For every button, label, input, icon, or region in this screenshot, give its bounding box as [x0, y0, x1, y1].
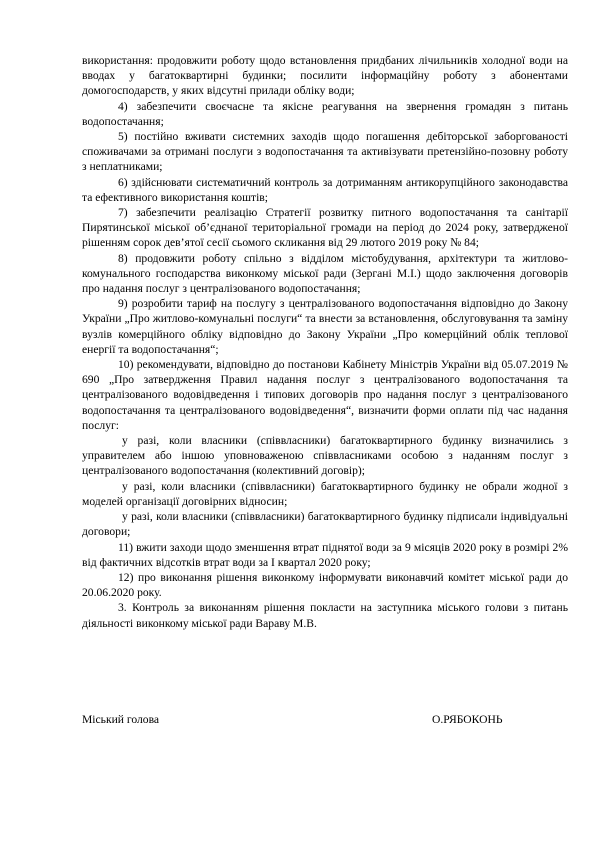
paragraph-item-5: 5) постійно вживати системних заходів щодо погашення дебіторської заборгованості споживачами за отримані послуги з водопостачання та активізувати претензійно-позовну роботу з неплатниками;	[82, 130, 568, 174]
paragraph-item-10: 10) рекомендувати, відповідно до постанови Кабінету Міністрів України від 05.07.2019 № 690 „Про затвердження Правил надання послуг з централізованого водопостачання та централізованого водовідведення і типових договорів про надання послуг з централізованого водопостачання та централізованого водовідведення“, визначити форми оплати під час надання послуг:	[82, 358, 568, 432]
paragraph-subitem-no-model: у разі, коли власники (співвласники) багатоквартирного будинку не обрали жодної з моделей організації договірних відносин;	[82, 479, 568, 508]
paragraph-item-12: 12) про виконання рішення виконкому інформувати виконавчий комітет міської ради до 20.06.2020 року.	[82, 570, 568, 600]
document-body	[82, 53, 568, 631]
paragraph-item-7: 7) забезпечити реалізацію Стратегії розвитку питного водопостачання та санітарії Пирятинської міської об’єднаної територіальної громади на період до 2024 року, затвердженої рішенням сорок дев’ятої сесії сьомого скликання від 29 лютого 2019 року № 84;	[82, 206, 568, 250]
paragraph-item-11: 11) вжити заходи щодо зменшення втрат піднятої води за 9 місяців 2020 року в розмірі 2% від фактичних відсотків втрат води за І квартал 2020 року;	[82, 540, 568, 569]
paragraph-subitem-individual: у разі, коли власники (співвласники) багатоквартирного будинку підписали індивідуальні договори;	[82, 510, 568, 539]
paragraph-continuation: використання: продовжити роботу щодо встановлення придбаних лічильників холодної води на вводах у багатоквартирні будинки; посилити інформаційну роботу з абонентами домогосподарств, у яких відсутні прилади обліку води;	[82, 54, 568, 98]
paragraph-item-4: 4) забезпечити своєчасне та якісне реагування на звернення громадян з питань водопостачання;	[82, 99, 568, 128]
signatory-position: Міський голова	[82, 713, 160, 726]
signatory-name: О.РЯБОКОНЬ	[432, 713, 503, 726]
paragraph-item-8: 8) продовжити роботу спільно з відділом містобудування, архітектури та житлово-комунального господарства виконкому міської ради (Зергані М.І.) щодо заключення договорів про надання послуг з централізованого водопостачання;	[82, 251, 568, 296]
paragraph-item-6: 6) здійснювати систематичний контроль за дотриманням антикорупційного законодавства та ефективного використання коштів;	[82, 175, 568, 204]
paragraph-subitem-collective: у разі, коли власники (співвласники) багатоквартирного будинку визначились з управителем або іншою уповноваженою співвласниками особою з наданням послуг з централізованого водопостачання (колективний договір);	[82, 434, 568, 478]
paragraph-control: 3. Контроль за виконанням рішення покласти на заступника міського голови з питань діяльності виконкому міської ради Вараву М.В.	[82, 601, 568, 630]
paragraph-item-9: 9) розробити тариф на послугу з централізованого водопостачання відповідно до Закону України „Про житлово-комунальні послуги“ та внести за встановлення, обслуговування та заміну вузлів комерційного обліку відповідно до Закону України „Про комерційний облік теплової енергії та водопостачання“;	[82, 297, 568, 356]
